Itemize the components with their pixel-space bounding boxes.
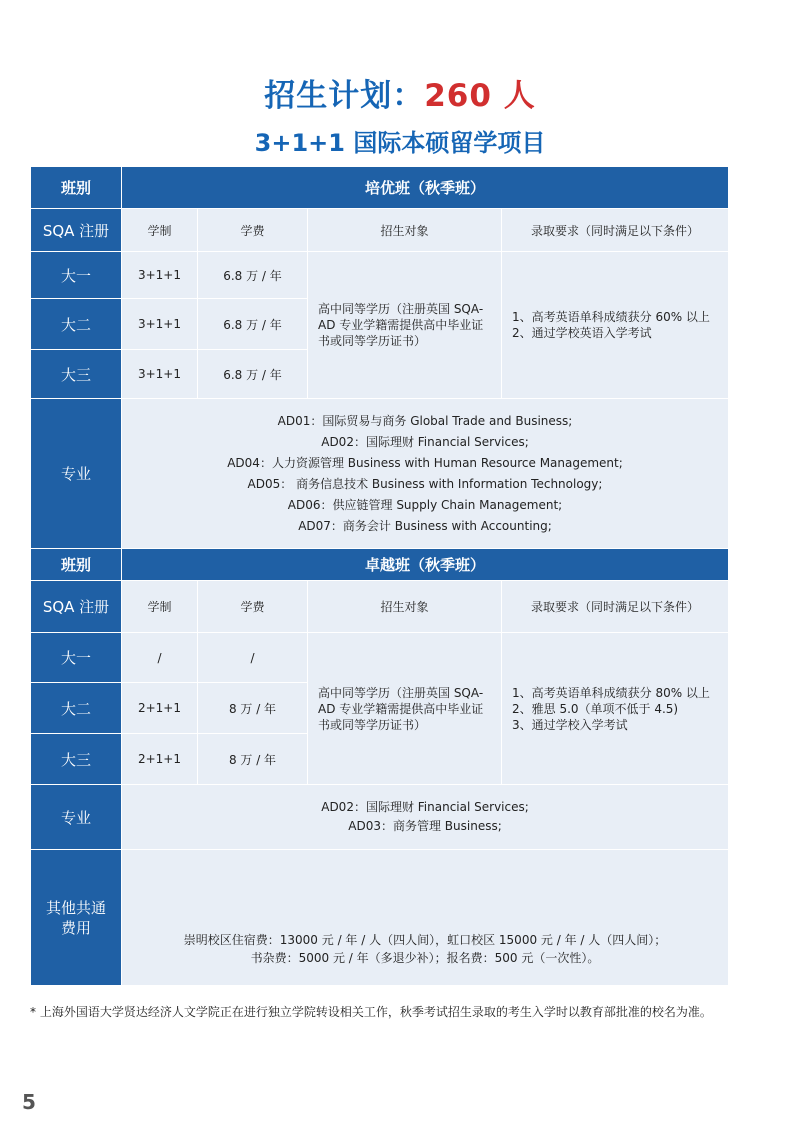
table-row xyxy=(31,252,729,299)
fee-cell: 8 万 / 年 xyxy=(198,734,308,785)
year-cell: 大三 xyxy=(31,350,122,399)
target-header: 招生对象 xyxy=(308,209,502,252)
major-item: AD02：国际理财 Financial Services; xyxy=(321,434,529,449)
class-name: 卓越班（秋季班） xyxy=(122,549,729,581)
fee-line: 崇明校区住宿费：13000 元 / 年 / 人（四人间），虹口校区 15000 元 / 年 / 人（四人间）； xyxy=(183,933,667,947)
class-name: 培优班（秋季班） xyxy=(122,167,729,209)
major-item: AD02：国际理财 Financial Services; xyxy=(321,800,529,814)
title-prefix: 招生计划： xyxy=(264,78,425,114)
page-title xyxy=(0,70,800,115)
system-cell: / xyxy=(122,633,198,683)
class-label: 班别 xyxy=(31,167,122,209)
fee-cell: 8 万 / 年 xyxy=(198,683,308,734)
fee-cell: 6.8 万 / 年 xyxy=(198,299,308,350)
major-item: AD07：商务会计 Business with Accounting; xyxy=(298,518,552,533)
system-cell: 3+1+1 xyxy=(122,252,198,299)
target-cell: 高中同等学历（注册英国 SQA-AD 专业学籍需提供高中毕业证书或同等学历证书） xyxy=(308,252,502,399)
target-cell: 高中同等学历（注册英国 SQA-AD 专业学籍需提供高中毕业证书或同等学历证书） xyxy=(308,633,502,785)
fee-cell: 6.8 万 / 年 xyxy=(198,350,308,399)
plan-table-2 xyxy=(30,548,729,986)
major-list xyxy=(122,399,729,549)
sqa-header: SQA 注册 xyxy=(31,209,122,252)
fee-cell: / xyxy=(198,633,308,683)
fee-cell: 6.8 万 / 年 xyxy=(198,252,308,299)
sqa-header: SQA 注册 xyxy=(31,581,122,633)
requirement-cell xyxy=(502,633,729,785)
major-item: AD01：国际贸易与商务 Global Trade and Business; xyxy=(277,413,573,428)
requirement-cell xyxy=(502,252,729,399)
class-label: 班别 xyxy=(31,549,122,581)
system-cell: 3+1+1 xyxy=(122,299,198,350)
plan-table-1 xyxy=(30,166,729,549)
major-list xyxy=(122,785,729,850)
major-label: 专业 xyxy=(31,785,122,850)
enrollment-count: 260 人 xyxy=(424,78,536,114)
system-header: 学制 xyxy=(122,581,198,633)
major-item: AD06：供应链管理 Supply Chain Management; xyxy=(287,497,563,512)
page-number: 5 xyxy=(22,1090,36,1114)
fee-line: 书杂费：5000 元 / 年（多退少补）；报名费：500 元（一次性）。 xyxy=(250,951,600,965)
fee-header: 学费 xyxy=(198,209,308,252)
requirement-line: 2、通过学校英语入学考试 xyxy=(512,326,652,340)
requirement-line: 1、高考英语单科成绩获分 80% 以上 xyxy=(512,685,710,700)
table-row xyxy=(31,633,729,683)
year-cell: 大一 xyxy=(31,252,122,299)
requirement-header: 录取要求（同时满足以下条件） xyxy=(502,209,729,252)
footnote: * 上海外国语大学贤达经济人文学院正在进行独立学院转设相关工作，秋季考试招生录取的考生入学时以教育部批准的校名为准。 xyxy=(30,1005,712,1019)
major-item: AD04：人力资源管理 Business with Human Resource Management; xyxy=(227,455,623,470)
system-header: 学制 xyxy=(122,209,198,252)
page-subtitle: 3+1+1 国际本硕留学项目 xyxy=(254,129,546,157)
requirement-line: 2、雅思 5.0（单项不低于 4.5) xyxy=(512,701,679,716)
system-cell: 3+1+1 xyxy=(122,350,198,399)
system-cell: 2+1+1 xyxy=(122,683,198,734)
requirement-line: 1、高考英语单科成绩获分 60% 以上 xyxy=(512,310,710,324)
year-cell: 大二 xyxy=(31,683,122,734)
year-cell: 大二 xyxy=(31,299,122,350)
major-item: AD03：商务管理 Business; xyxy=(348,819,502,833)
requirement-line: 3、通过学校入学考试 xyxy=(512,717,628,732)
major-item: AD05： 商务信息技术 Business with Information Technology; xyxy=(247,476,603,491)
year-cell: 大一 xyxy=(31,633,122,683)
title-block xyxy=(0,70,800,158)
other-fees-cell xyxy=(122,850,729,986)
year-cell: 大三 xyxy=(31,734,122,785)
system-cell: 2+1+1 xyxy=(122,734,198,785)
other-fees-label: 其他共通费用 xyxy=(31,850,122,986)
requirement-header: 录取要求（同时满足以下条件） xyxy=(502,581,729,633)
target-header: 招生对象 xyxy=(308,581,502,633)
fee-header: 学费 xyxy=(198,581,308,633)
major-label: 专业 xyxy=(31,399,122,549)
